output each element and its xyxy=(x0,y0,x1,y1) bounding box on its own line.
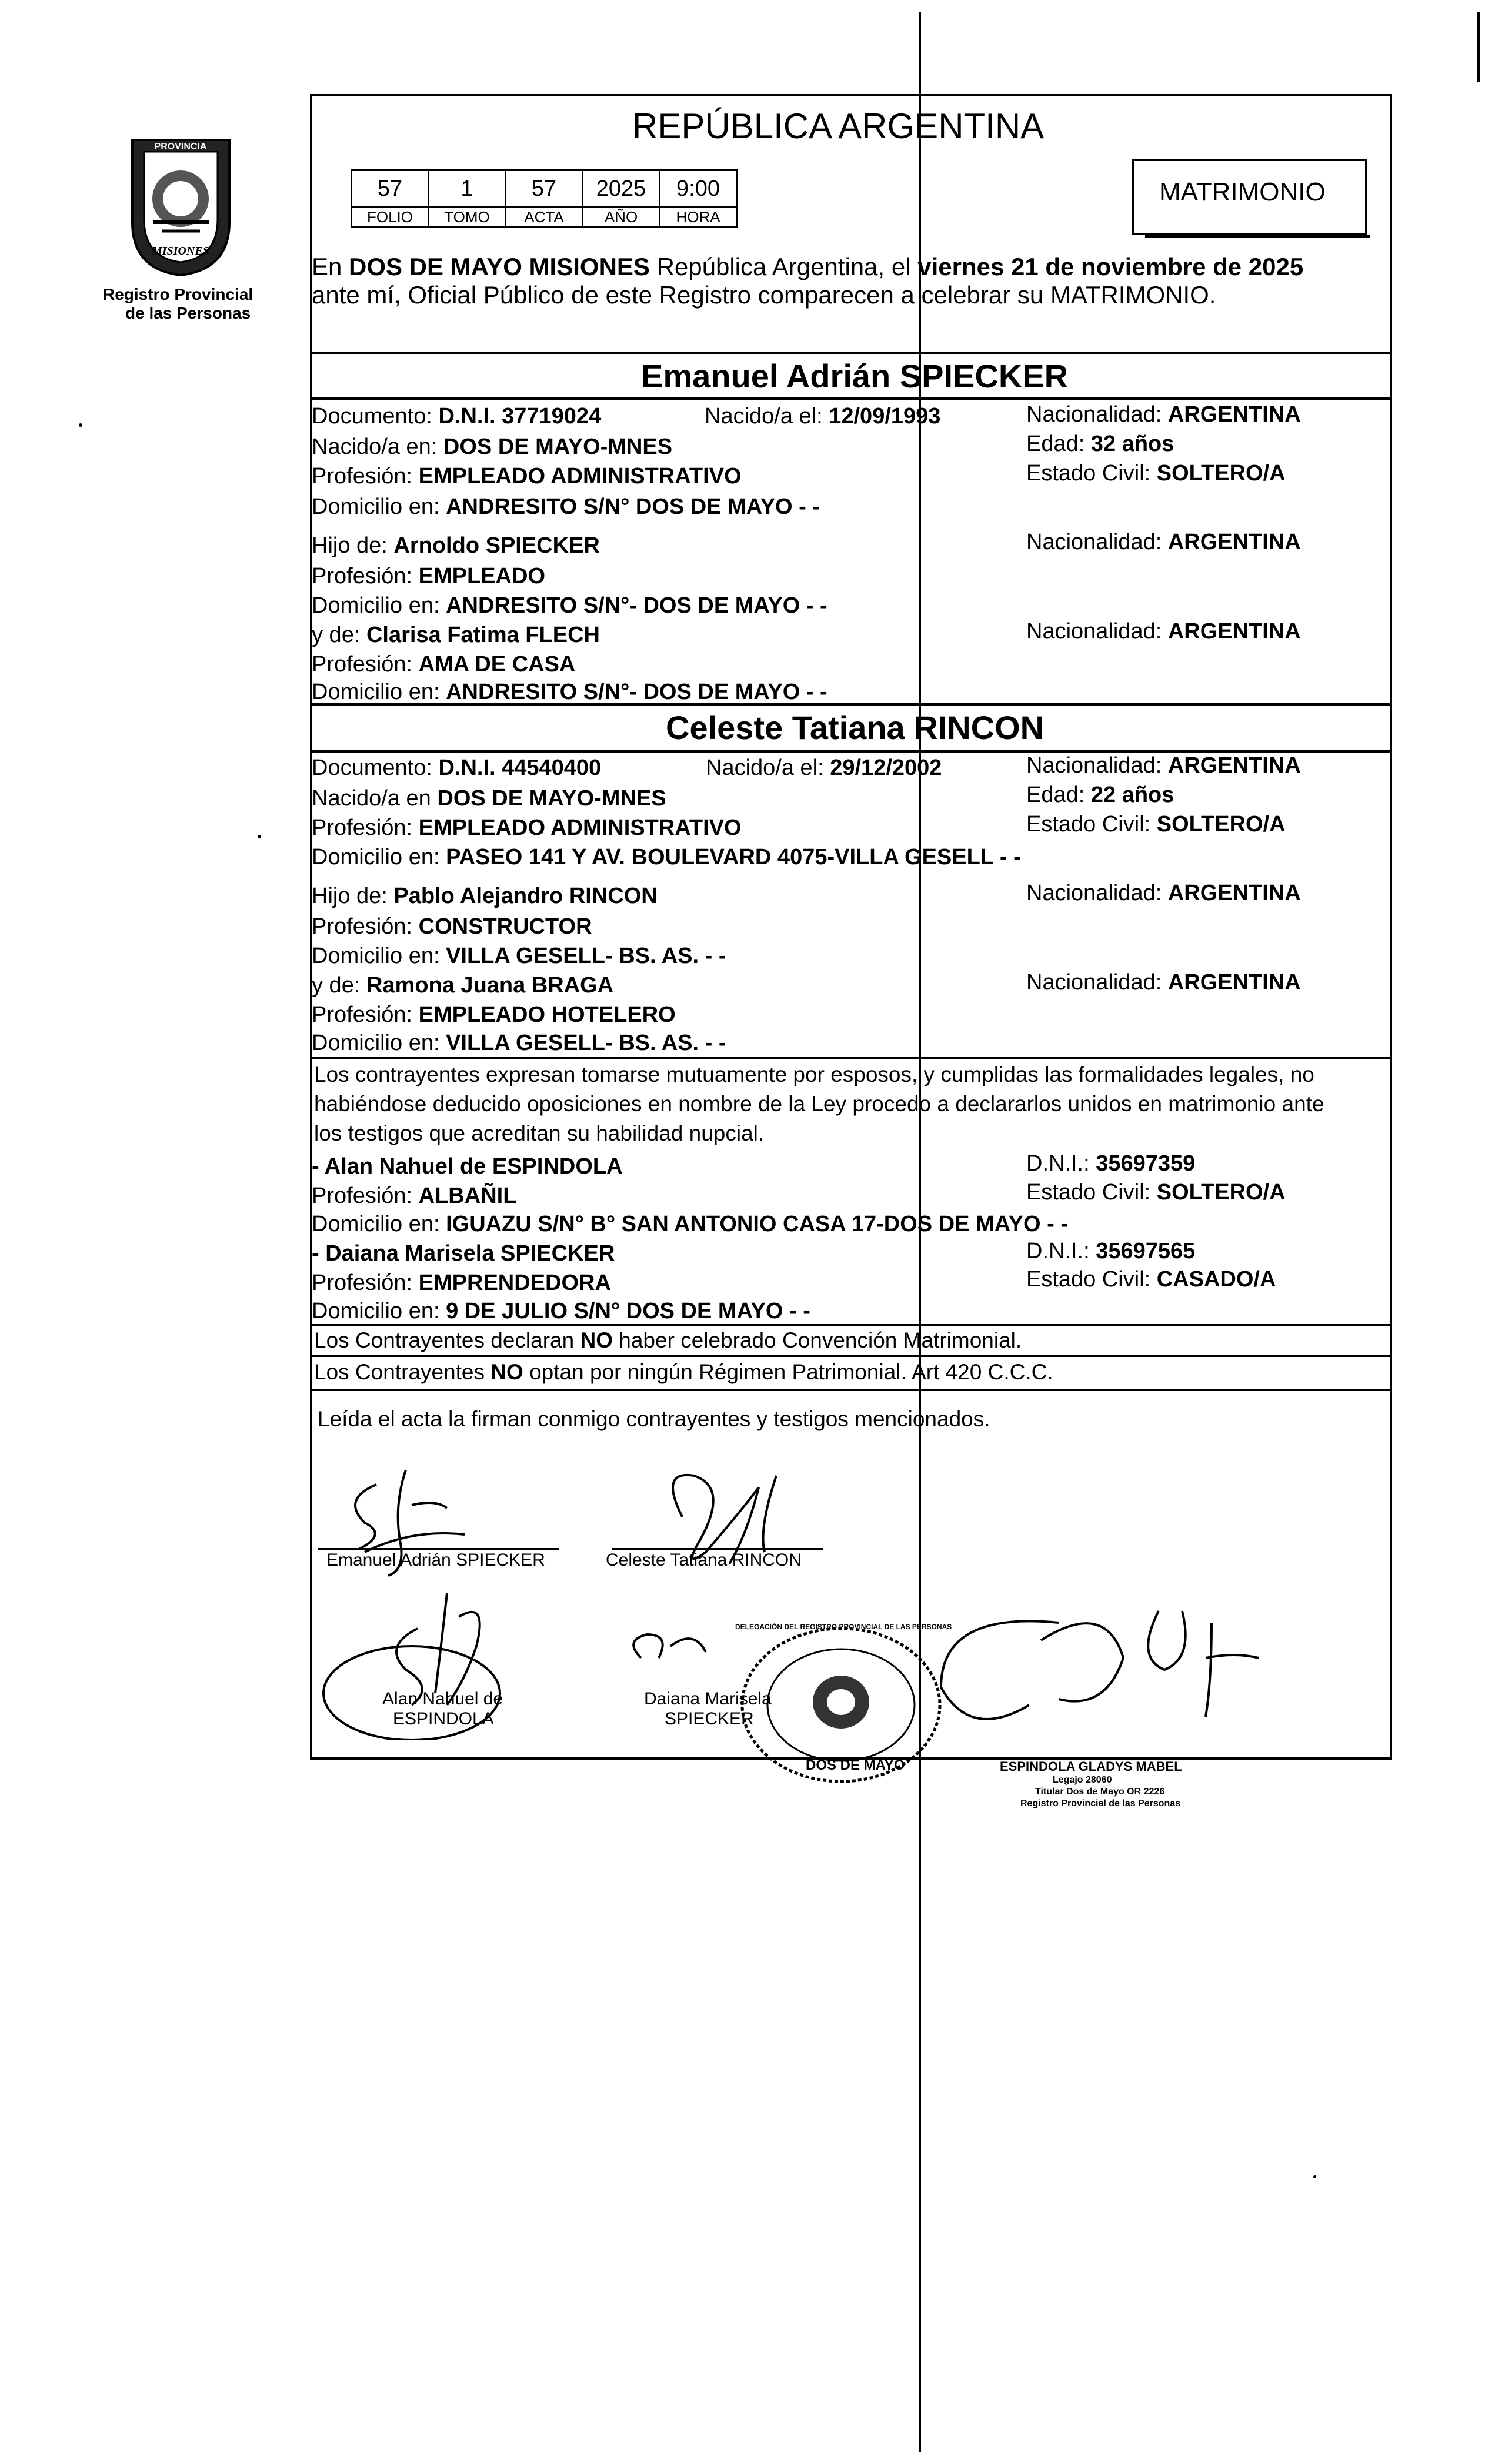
label: Nacionalidad: xyxy=(1026,619,1168,644)
official-seal xyxy=(735,1623,952,1787)
label: Domicilio en: xyxy=(312,1212,446,1236)
value: ALBAÑIL xyxy=(418,1183,517,1208)
spouse2-mother-prof xyxy=(312,1002,676,1028)
label: Domicilio en: xyxy=(312,845,446,870)
registry-label-1: Registro Provincial xyxy=(103,285,253,303)
intro-line-2: ante mí, Oficial Público de este Registro comparecen a celebrar su MATRIMONIO. xyxy=(312,281,1216,309)
value: ANDRESITO S/N°- DOS DE MAYO - - xyxy=(446,593,827,618)
label: Domicilio en: xyxy=(312,944,446,968)
spouse2-domicile xyxy=(312,844,1021,870)
spouse2-mother-nat xyxy=(1026,969,1301,995)
convention-line-1 xyxy=(314,1328,1022,1353)
label: Nacido/a el: xyxy=(705,404,829,429)
divider xyxy=(310,397,1392,400)
value: EMPLEADO ADMINISTRATIVO xyxy=(418,464,742,489)
witness2-signature-label-2: SPIECKER xyxy=(665,1709,754,1729)
spouse2-mother xyxy=(312,972,613,998)
label: Profesión: xyxy=(312,1002,419,1027)
label: Nacionalidad: xyxy=(1026,402,1168,427)
value: D.N.I. 37719024 xyxy=(438,404,602,429)
divider xyxy=(310,352,1392,354)
label: Profesión: xyxy=(312,1183,419,1208)
spouse1-name: Emanuel Adrián SPIECKER xyxy=(641,357,1069,394)
value: 32 años xyxy=(1090,432,1174,456)
spouse1-civil xyxy=(1026,460,1286,486)
label: y de: xyxy=(312,973,366,998)
divider xyxy=(310,1355,1392,1357)
label: Domicilio en: xyxy=(312,1299,446,1323)
value: DOS DE MAYO-MNES xyxy=(443,434,673,459)
value: 29/12/2002 xyxy=(830,755,942,780)
value: ARGENTINA xyxy=(1167,530,1301,554)
official-title: Titular Dos de Mayo OR 2226 xyxy=(1035,1787,1165,1797)
provincial-logo xyxy=(121,134,241,278)
country-title: REPÚBLICA ARGENTINA xyxy=(632,106,1045,146)
spouse1-age xyxy=(1026,431,1174,457)
label: Nacido/a en: xyxy=(312,434,443,459)
label: Edad: xyxy=(1026,432,1091,456)
act-type-box-shadow xyxy=(1145,235,1370,238)
spouse1-mother-prof xyxy=(312,651,575,677)
spouse2-signature-label: Celeste Tatiana RINCON xyxy=(606,1550,802,1570)
tomo-value: 1 xyxy=(429,170,506,208)
anio-value: 2025 xyxy=(583,170,660,208)
acta-value: 57 xyxy=(506,170,583,208)
intro-prefix: En xyxy=(312,253,349,280)
declaration-line-3: los testigos que acreditan su habilidad nupcial. xyxy=(314,1121,765,1145)
intro-date: viernes 21 de noviembre de 2025 xyxy=(917,253,1304,280)
folio-label: FOLIO xyxy=(352,208,429,227)
label: Profesión: xyxy=(312,464,419,489)
value: PASEO 141 Y AV. BOULEVARD 4075-VILLA GESELL - - xyxy=(446,845,1021,870)
value: 9 DE JULIO S/N° DOS DE MAYO - - xyxy=(446,1299,810,1323)
value: D.N.I. 44540400 xyxy=(438,755,602,780)
value: AMA DE CASA xyxy=(418,652,576,677)
value: ARGENTINA xyxy=(1167,619,1301,644)
act-type: MATRIMONIO xyxy=(1159,178,1326,206)
value: ANDRESITO S/N° DOS DE MAYO - - xyxy=(446,494,820,519)
witness2-civil xyxy=(1026,1266,1276,1292)
value: Clarisa Fatima FLECH xyxy=(366,623,600,647)
svg-text:PROVINCIA: PROVINCIA xyxy=(154,142,207,152)
value: VILLA GESELL- BS. AS. - - xyxy=(446,1031,726,1055)
witness2-signature-label-1: Daiana Marisela xyxy=(644,1689,772,1709)
text: NO xyxy=(490,1360,523,1384)
acta-label: ACTA xyxy=(506,208,583,227)
label: Documento: xyxy=(312,404,439,429)
label: Domicilio en: xyxy=(312,494,446,519)
spouse2-name: Celeste Tatiana RINCON xyxy=(666,709,1045,746)
official-legajo: Legajo 28060 xyxy=(1053,1775,1112,1785)
anio-label: AÑO xyxy=(583,208,660,227)
value: DOS DE MAYO-MNES xyxy=(437,786,666,811)
witness2-name: - Daiana Marisela SPIECKER xyxy=(312,1241,615,1266)
spouse2-doc xyxy=(312,755,601,781)
label: Hijo de: xyxy=(312,533,394,558)
label: Nacionalidad: xyxy=(1026,970,1168,995)
witness1-domicile xyxy=(312,1211,1068,1237)
label: Nacido/a en xyxy=(312,786,438,811)
spouse1-mother xyxy=(312,622,600,648)
label: Nacionalidad: xyxy=(1026,530,1168,554)
witness1-signature-label-2: ESPINDOLA xyxy=(393,1709,494,1729)
label: Edad: xyxy=(1026,783,1091,807)
witness1-name: - Alan Nahuel de ESPINDOLA xyxy=(312,1154,623,1179)
value: ARGENTINA xyxy=(1167,970,1301,995)
witness1-dni xyxy=(1026,1151,1195,1176)
official-name: ESPINDOLA GLADYS MABEL xyxy=(1000,1759,1182,1774)
tomo-label: TOMO xyxy=(429,208,506,227)
divider xyxy=(310,1389,1392,1391)
value: ARGENTINA xyxy=(1167,881,1301,905)
text: NO xyxy=(580,1328,613,1352)
witness1-civil xyxy=(1026,1179,1286,1205)
spouse2-age xyxy=(1026,782,1174,808)
label: Profesión: xyxy=(312,914,419,939)
spouse1-profession xyxy=(312,463,742,489)
spouse2-father-nat xyxy=(1026,880,1301,906)
spouse1-father-prof xyxy=(312,563,545,589)
value: CASADO/A xyxy=(1156,1267,1276,1292)
value: ANDRESITO S/N°- DOS DE MAYO - - xyxy=(446,680,827,704)
label: Estado Civil: xyxy=(1026,1267,1157,1292)
divider xyxy=(310,1324,1392,1326)
official-registry: Registro Provincial de las Personas xyxy=(1020,1798,1181,1808)
closing-text: Leída el acta la firman conmigo contrayentes y testigos mencionados. xyxy=(318,1407,990,1431)
spouse2-born-on xyxy=(706,755,942,781)
text: optan por ningún Régimen Patrimonial. Art 420 C.C.C. xyxy=(523,1360,1053,1384)
spouse1-signature-label: Emanuel Adrián SPIECKER xyxy=(326,1550,545,1570)
label: Estado Civil: xyxy=(1026,461,1157,486)
spouse1-domicile xyxy=(312,494,820,520)
label: Nacido/a el: xyxy=(706,755,830,780)
spouse1-father-dom xyxy=(312,593,827,618)
witness2-profession xyxy=(312,1270,611,1296)
label: Documento: xyxy=(312,755,439,780)
intro-line-1 xyxy=(312,253,1303,281)
spouse2-nationality xyxy=(1026,753,1301,778)
act-numbers-table xyxy=(351,169,738,228)
value: EMPLEADO HOTELERO xyxy=(418,1002,676,1027)
declaration-line-1: Los contrayentes expresan tomarse mutuamente por esposos, y cumplidas las formalidades legales, no xyxy=(314,1062,1314,1086)
label: Profesión: xyxy=(312,652,419,677)
spouse1-father xyxy=(312,533,600,559)
convention-line-2 xyxy=(314,1359,1053,1385)
spouse2-civil xyxy=(1026,811,1286,837)
seal-ring-text: DELEGACIÓN DEL REGISTRO PROVINCIAL DE LAS PERSONAS xyxy=(735,1623,952,1631)
spouse1-nationality xyxy=(1026,402,1301,427)
label: D.N.I.: xyxy=(1026,1151,1096,1176)
value: VILLA GESELL- BS. AS. - - xyxy=(446,944,726,968)
value: SOLTERO/A xyxy=(1156,812,1286,837)
label: Hijo de: xyxy=(312,884,394,908)
hora-label: HORA xyxy=(660,208,737,227)
spouse1-doc xyxy=(312,403,601,429)
value: CONSTRUCTOR xyxy=(418,914,592,939)
value: SOLTERO/A xyxy=(1156,461,1286,486)
label: y de: xyxy=(312,623,366,647)
intro-middle: República Argentina, el xyxy=(649,253,918,280)
value: Pablo Alejandro RINCON xyxy=(393,884,658,908)
value: IGUAZU S/N° B° SAN ANTONIO CASA 17-DOS DE MAYO - - xyxy=(446,1212,1068,1236)
value: ARGENTINA xyxy=(1167,753,1301,778)
seal-bottom-text: DOS DE MAYO xyxy=(806,1757,905,1773)
witness2-domicile xyxy=(312,1298,810,1324)
spouse2-father-prof xyxy=(312,914,592,940)
spouse2-born-in xyxy=(312,785,666,811)
spouse1-born-in xyxy=(312,434,672,460)
margin-mark xyxy=(1477,12,1480,82)
witness1-signature-label-1: Alan Nahuel de xyxy=(382,1689,503,1709)
value: Arnoldo SPIECKER xyxy=(393,533,600,558)
spouse1-born-on xyxy=(705,403,940,429)
label: Nacionalidad: xyxy=(1026,753,1168,778)
label: Profesión: xyxy=(312,564,419,589)
label: Domicilio en: xyxy=(312,680,446,704)
divider xyxy=(310,703,1392,706)
label: Profesión: xyxy=(312,1271,419,1295)
margin-dot xyxy=(79,423,82,427)
margin-dot xyxy=(258,835,261,838)
label: Estado Civil: xyxy=(1026,812,1157,837)
registry-label-2: de las Personas xyxy=(125,304,251,322)
spouse2-profession xyxy=(312,815,742,841)
value: EMPLEADO ADMINISTRATIVO xyxy=(418,815,742,840)
label: Estado Civil: xyxy=(1026,1180,1157,1205)
spouse1-mother-dom xyxy=(312,679,827,705)
spouse2-father-dom xyxy=(312,943,726,969)
value: 35697359 xyxy=(1096,1151,1196,1176)
svg-text:MISIONES: MISIONES xyxy=(152,245,209,258)
label: Domicilio en: xyxy=(312,1031,446,1055)
act-type-box xyxy=(1132,159,1367,235)
witness2-dni xyxy=(1026,1238,1195,1264)
spouse2-father xyxy=(312,883,658,909)
text: haber celebrado Convención Matrimonial. xyxy=(613,1328,1022,1352)
label: Nacionalidad: xyxy=(1026,881,1168,905)
text: Los Contrayentes xyxy=(314,1360,491,1384)
value: 12/09/1993 xyxy=(829,404,941,429)
margin-dot xyxy=(1313,2175,1316,2178)
declaration-line-2: habiéndose deducido oposiciones en nombre de la Ley procedo a declararlos unidos en matrimonio ante xyxy=(314,1092,1324,1116)
spouse1-father-nat xyxy=(1026,529,1301,555)
value: SOLTERO/A xyxy=(1156,1180,1286,1205)
value: 35697565 xyxy=(1096,1239,1196,1263)
intro-place: DOS DE MAYO MISIONES xyxy=(349,253,650,280)
folio-value: 57 xyxy=(352,170,429,208)
value: EMPRENDEDORA xyxy=(418,1271,611,1295)
value: 22 años xyxy=(1090,783,1174,807)
spouse2-mother-dom xyxy=(312,1030,726,1056)
divider xyxy=(310,1057,1392,1059)
value: Ramona Juana BRAGA xyxy=(366,973,614,998)
hora-value: 9:00 xyxy=(660,170,737,208)
value: ARGENTINA xyxy=(1167,402,1301,427)
witness1-profession xyxy=(312,1183,516,1209)
label: Profesión: xyxy=(312,815,419,840)
label: Domicilio en: xyxy=(312,593,446,618)
spouse1-mother-nat xyxy=(1026,618,1301,644)
label: D.N.I.: xyxy=(1026,1239,1096,1263)
text: Los Contrayentes declaran xyxy=(314,1328,580,1352)
value: EMPLEADO xyxy=(418,564,546,589)
